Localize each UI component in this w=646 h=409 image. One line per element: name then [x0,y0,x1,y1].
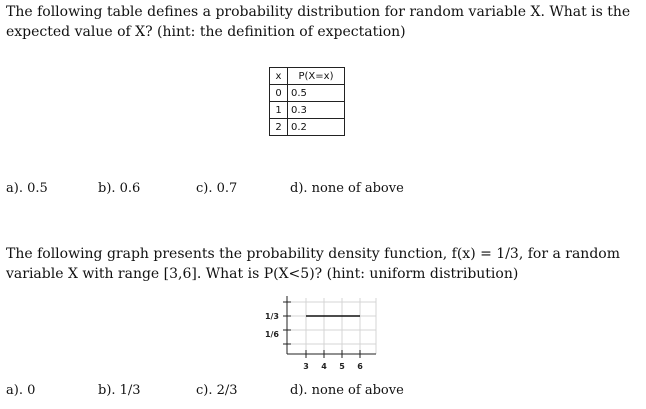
table-cell-p: 0.3 [288,102,345,119]
table-cell-x: 0 [270,85,288,102]
x-tick-label: 6 [357,362,363,371]
table-row [270,119,345,136]
table-cell-p: 0.2 [288,119,345,136]
density-graph [250,292,380,372]
table-header-p: P(X=x) [288,68,345,85]
table-row [270,102,345,119]
question-1-text: The following table defines a probability distribution for random variable X. What is the expected value of X? (hint: the definition of expectation) [6,4,631,40]
q1-option-d[interactable]: d). none of above [290,181,404,196]
table-cell-x: 2 [270,119,288,136]
y-tick-label: 1/3 [264,312,279,321]
q1-option-b[interactable]: b). 0.6 [98,181,141,196]
probability-table [269,67,345,136]
table-row [270,85,345,102]
q2-option-d[interactable]: d). none of above [290,383,404,398]
table-cell-p: 0.5 [288,85,345,102]
q1-option-c[interactable]: c). 0.7 [196,181,238,196]
q2-option-a[interactable]: a). 0 [6,383,36,398]
q1-option-a[interactable]: a). 0.5 [6,181,48,196]
graph-axes [283,296,376,358]
question-2-text: The following graph presents the probability density function, f(x) = 1/3, for a random variable X with range [3,6]. What is P(X<5)? (hint: uniform distribution) [6,246,620,282]
y-tick-label: 1/6 [264,330,279,339]
graph-grid [287,298,376,354]
q2-option-b[interactable]: b). 1/3 [98,383,141,398]
table-cell-x: 1 [270,102,288,119]
q2-option-c[interactable]: c). 2/3 [196,383,238,398]
table-header-x: x [270,68,288,85]
x-tick-label: 4 [321,362,327,371]
x-tick-label: 5 [339,362,345,371]
table-header-row [270,68,345,85]
x-tick-label: 3 [303,362,309,371]
